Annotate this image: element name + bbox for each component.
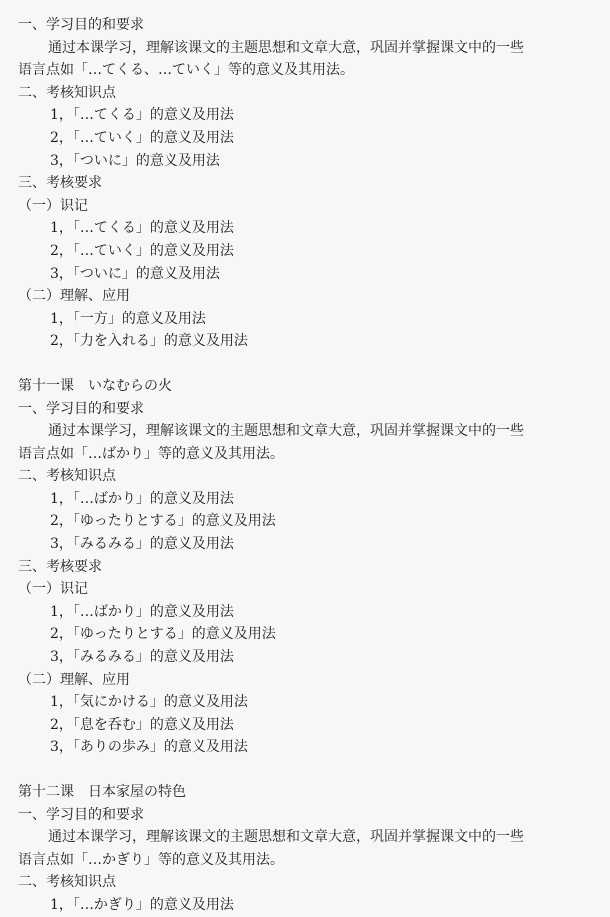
- paragraph-line: 语言点如「…てくる、…ていく」等的意义及其用法。: [18, 62, 354, 79]
- list-item: 3，「ありの歩み」的意义及用法: [50, 739, 248, 756]
- paragraph-line: 语言点如「…かぎり」等的意义及其用法。: [18, 851, 284, 868]
- lesson-title: 第十二课 日本家屋の特色: [18, 784, 186, 800]
- list-item: 1，「一方」的意义及用法: [50, 310, 206, 327]
- list-item: 2，「息を呑む」的意义及用法: [50, 716, 234, 733]
- subsection-heading: （一）识记: [18, 581, 88, 598]
- paragraph-line: 通过本课学习，理解该课文的主题思想和文章大意，巩固并掌握课文中的一些: [48, 423, 524, 440]
- list-item: 2，「…ていく」的意义及用法: [50, 242, 234, 259]
- section-heading: 三、考核要求: [18, 558, 102, 575]
- list-item: 2，「ゆったりとする」的意义及用法: [50, 513, 276, 530]
- section-heading: 二、考核知识点: [18, 468, 116, 485]
- subsection-heading: （二）理解、应用: [18, 288, 130, 305]
- list-item: 1，「…かぎり」的意义及用法: [50, 896, 234, 913]
- list-item: 1，「気にかける」的意义及用法: [50, 694, 248, 711]
- lesson-title: 第十一课 いなむらの火: [18, 377, 172, 394]
- spacer: [18, 759, 592, 781]
- list-item: 2，「力を入れる」的意义及用法: [50, 333, 248, 350]
- list-item: 3，「みるみる」的意义及用法: [50, 649, 234, 666]
- section-heading: 三、考核要求: [18, 175, 102, 192]
- paragraph-line: 语言点如「…ばかり」等的意义及其用法。: [18, 445, 284, 462]
- list-item: 1，「…てくる」的意义及用法: [50, 220, 234, 237]
- subsection-heading: （二）理解、应用: [18, 671, 130, 688]
- spacer: [18, 353, 592, 375]
- paragraph-line: 通过本课学习，理解该课文的主题思想和文章大意，巩固并掌握课文中的一些: [48, 829, 524, 846]
- section-heading: 二、考核知识点: [18, 84, 116, 101]
- section-heading: 二、考核知识点: [18, 874, 116, 891]
- list-item: 2，「…ていく」的意义及用法: [50, 129, 234, 146]
- section-heading: 一、学习目的和要求: [18, 806, 144, 823]
- list-item: 1，「…ばかり」的意义及用法: [50, 603, 234, 620]
- list-item: 3，「ついに」的意义及用法: [50, 152, 220, 169]
- list-item: 2，「ゆったりとする」的意义及用法: [50, 626, 276, 643]
- list-item: 3，「ついに」的意义及用法: [50, 265, 220, 282]
- paragraph-line: 通过本课学习，理解该课文的主题思想和文章大意，巩固并掌握课文中的一些: [48, 39, 524, 56]
- list-item: 1，「…てくる」的意义及用法: [50, 107, 234, 124]
- list-item: 1，「…ばかり」的意义及用法: [50, 490, 234, 507]
- list-item: 3，「みるみる」的意义及用法: [50, 536, 234, 553]
- subsection-heading: （一）识记: [18, 197, 88, 214]
- section-heading: 一、学习目的和要求: [18, 17, 144, 33]
- section-heading: 一、学习目的和要求: [18, 400, 144, 417]
